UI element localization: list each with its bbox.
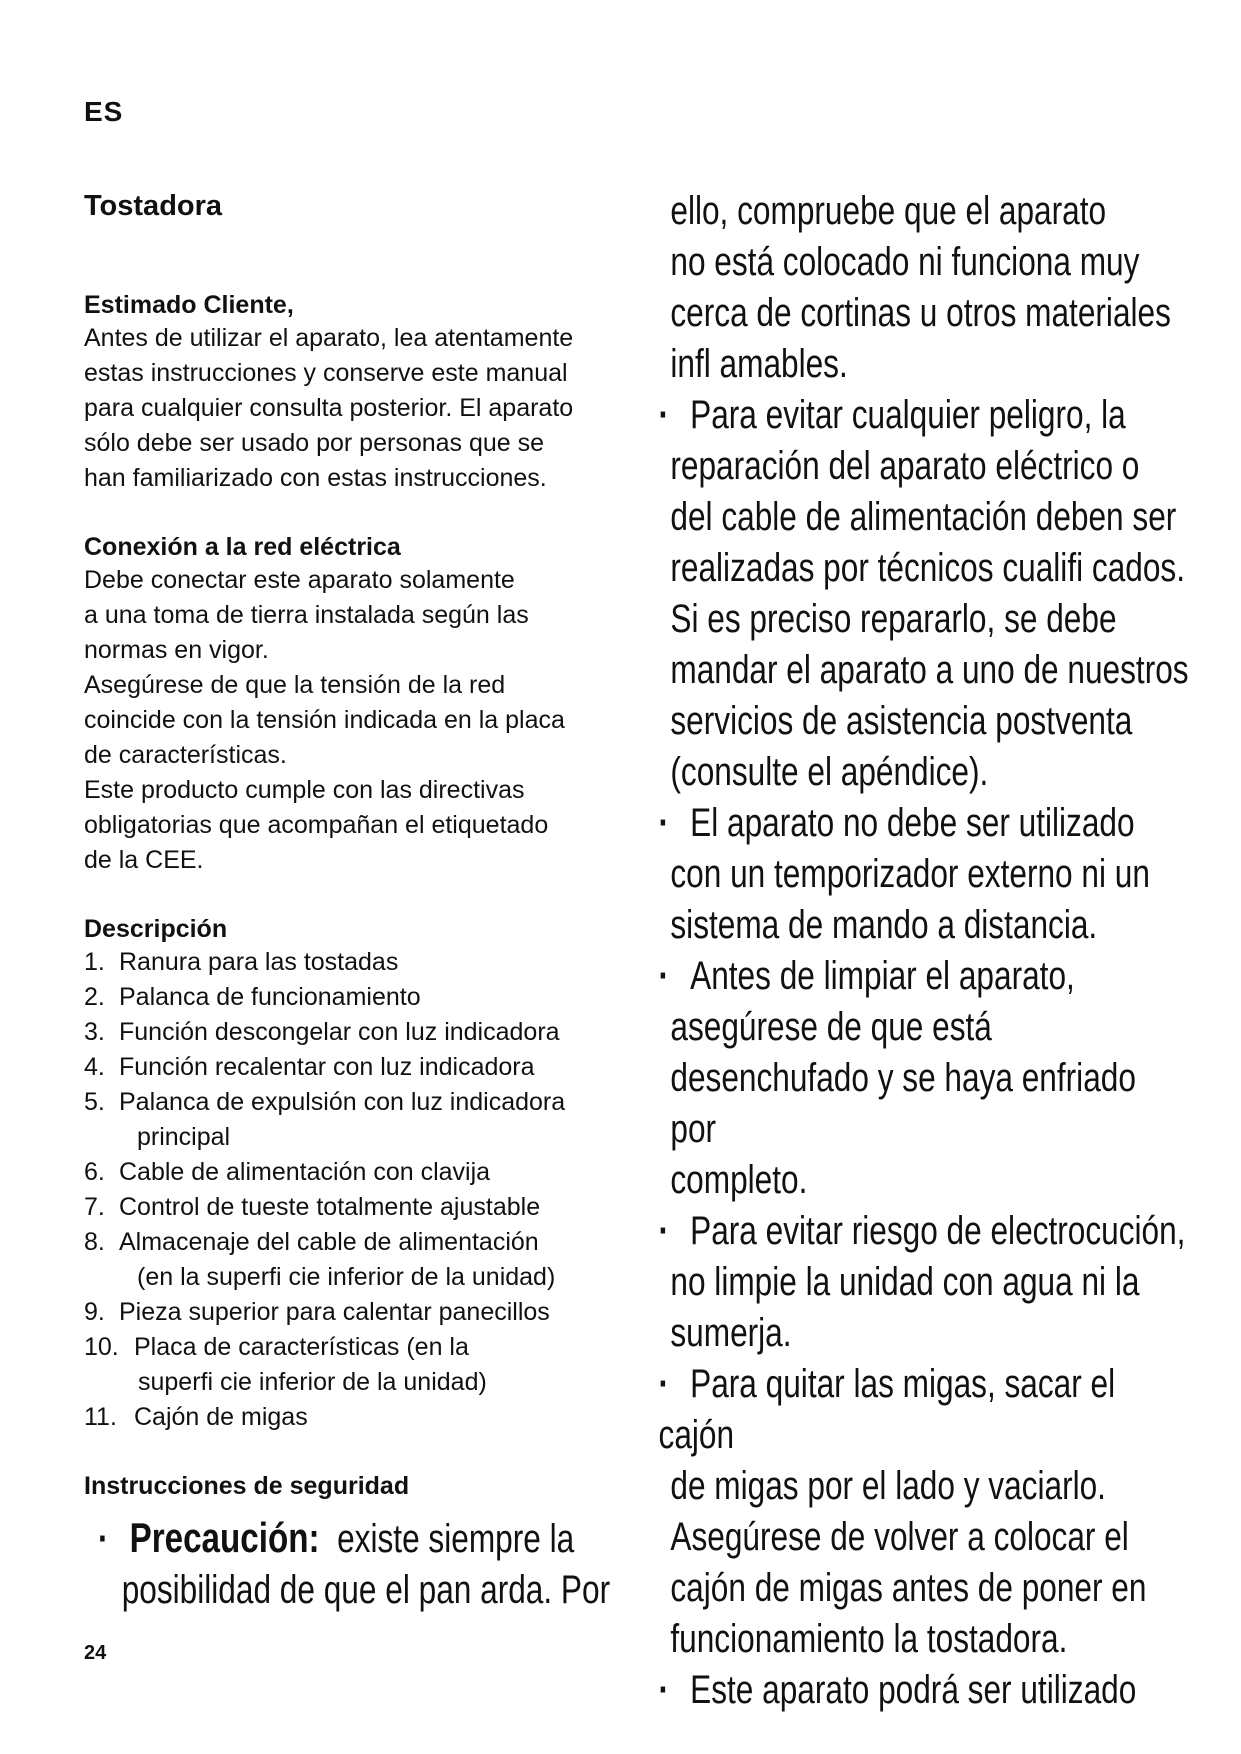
item-number: 10. bbox=[84, 1333, 119, 1361]
text-line: funcionamiento la tostadora. bbox=[670, 1617, 1068, 1661]
item-text: Ranura para las tostadas bbox=[119, 948, 399, 976]
connection-section bbox=[84, 531, 614, 878]
list-item bbox=[84, 1085, 614, 1155]
bullet-text: Este aparato podrá ser utilizado bbox=[690, 1668, 1137, 1712]
bullet-marker: · bbox=[658, 1362, 670, 1406]
connection-body bbox=[84, 563, 614, 878]
bullet-marker: · bbox=[658, 801, 670, 845]
item-text: Cable de alimentación con clavija bbox=[119, 1158, 491, 1186]
item-number: 7. bbox=[84, 1193, 105, 1221]
text-line: del cable de alimentación deben ser bbox=[670, 495, 1177, 539]
item-text-continued: (en la superfi cie inferior de la unidad) bbox=[137, 1263, 556, 1291]
item-number: 1. bbox=[84, 948, 105, 976]
text-line: con un temporizador externo ni un bbox=[670, 852, 1150, 896]
page-number: 24 bbox=[84, 1642, 107, 1664]
item-number: 5. bbox=[84, 1088, 105, 1116]
text-line: de características. bbox=[84, 741, 287, 769]
item-number: 3. bbox=[84, 1018, 105, 1046]
list-item bbox=[84, 1050, 614, 1085]
item-number: 4. bbox=[84, 1053, 105, 1081]
item-text: Cajón de migas bbox=[134, 1403, 308, 1431]
right-column bbox=[658, 186, 1189, 1716]
list-item bbox=[84, 1155, 614, 1190]
precaution-block bbox=[98, 1512, 619, 1616]
bullet-text: El aparato no debe ser utilizado bbox=[690, 801, 1135, 845]
list-item bbox=[84, 1015, 614, 1050]
connection-heading: Conexión a la red eléctrica bbox=[84, 533, 401, 561]
intro-body bbox=[84, 321, 614, 496]
text-line: mandar el aparato a uno de nuestros bbox=[670, 648, 1189, 692]
list-item bbox=[84, 945, 614, 980]
text-line: normas en vigor. bbox=[84, 636, 269, 664]
text-line: (consulte el apéndice). bbox=[670, 750, 989, 794]
bullet-text: Antes de limpiar el aparato, bbox=[690, 954, 1075, 998]
description-list bbox=[84, 945, 614, 1435]
text-line: no está colocado ni funciona muy bbox=[670, 240, 1140, 284]
text-line: infl amables. bbox=[670, 342, 848, 386]
item-number: 8. bbox=[84, 1228, 105, 1256]
page-title: Tostadora bbox=[84, 190, 223, 222]
text-line: para cualquier consulta posterior. El aparato bbox=[84, 394, 574, 422]
bullet-marker: · bbox=[658, 393, 670, 437]
bullet-marker: · bbox=[658, 1668, 670, 1712]
text-line: obligatorias que acompañan el etiquetado bbox=[84, 811, 549, 839]
text-line: asegúrese de que está bbox=[670, 1005, 992, 1049]
text-line: Antes de utilizar el aparato, lea atentamente bbox=[84, 324, 574, 352]
text-line: coincide con la tensión indicada en la placa bbox=[84, 706, 565, 734]
item-text: Almacenaje del cable de alimentación bbox=[119, 1228, 539, 1256]
list-item bbox=[84, 1295, 614, 1330]
bullet-line bbox=[659, 798, 1190, 849]
bullet-line bbox=[659, 1359, 1190, 1461]
description-heading: Descripción bbox=[84, 915, 228, 943]
text-line: ello, compruebe que el aparato bbox=[670, 189, 1107, 233]
bullet-line bbox=[98, 1512, 619, 1565]
item-text: Función descongelar con luz indicadora bbox=[119, 1018, 560, 1046]
bullet-line bbox=[659, 1665, 1190, 1716]
list-item bbox=[84, 1330, 614, 1400]
bullet-marker: · bbox=[98, 1517, 109, 1561]
precaution-text: existe siempre la bbox=[337, 1517, 575, 1561]
list-item bbox=[84, 1190, 614, 1225]
bullet-marker: · bbox=[658, 954, 670, 998]
item-text: Palanca de expulsión con luz indicadora bbox=[119, 1088, 566, 1116]
text-line: de la CEE. bbox=[84, 846, 204, 874]
text-line: sólo debe ser usado por personas que se bbox=[84, 429, 545, 457]
text-line: no limpie la unidad con agua ni la bbox=[670, 1260, 1140, 1304]
item-text: Palanca de funcionamiento bbox=[119, 983, 421, 1011]
text-line: Asegúrese de volver a colocar el bbox=[670, 1515, 1129, 1559]
item-text: Función recalentar con luz indicadora bbox=[119, 1053, 535, 1081]
description-section bbox=[84, 913, 614, 1435]
language-code: ES bbox=[84, 96, 124, 127]
item-number: 6. bbox=[84, 1158, 105, 1186]
bullet-marker: · bbox=[658, 1209, 670, 1253]
text-line: estas instrucciones y conserve este manual bbox=[84, 359, 568, 387]
bullet-line bbox=[659, 1206, 1190, 1257]
text-line: reparación del aparato eléctrico o bbox=[670, 444, 1140, 488]
item-number: 2. bbox=[84, 983, 105, 1011]
text-line: Este producto cumple con las directivas bbox=[84, 776, 525, 804]
text-line: Debe conectar este aparato solamente bbox=[84, 566, 515, 594]
left-column bbox=[84, 190, 614, 1616]
text-line: cajón de migas antes de poner en bbox=[670, 1566, 1147, 1610]
intro-heading: Estimado Cliente, bbox=[84, 291, 294, 319]
item-text: Pieza superior para calentar panecillos bbox=[119, 1298, 550, 1326]
text-line: a una toma de tierra instalada según las bbox=[84, 601, 529, 629]
item-text: Control de tueste totalmente ajustable bbox=[119, 1193, 541, 1221]
list-item bbox=[84, 1225, 614, 1295]
item-text-continued: principal bbox=[137, 1123, 231, 1151]
bullet-text: Para evitar riesgo de electrocución, bbox=[690, 1209, 1186, 1253]
text-line: sistema de mando a distancia. bbox=[670, 903, 1098, 947]
list-item bbox=[84, 1400, 614, 1435]
bullet-text: Para quitar las migas, sacar el cajón bbox=[658, 1362, 1116, 1457]
text-line: sumerja. bbox=[670, 1311, 792, 1355]
text-line: servicios de asistencia postventa bbox=[670, 699, 1133, 743]
list-item bbox=[84, 980, 614, 1015]
text-line: posibilidad de que el pan arda. Por bbox=[121, 1568, 611, 1612]
text-line: Asegúrese de que la tensión de la red bbox=[84, 671, 506, 699]
item-number: 11. bbox=[84, 1403, 117, 1431]
text-line: de migas por el lado y vaciarlo. bbox=[670, 1464, 1106, 1508]
safety-heading: Instrucciones de seguridad bbox=[84, 1472, 410, 1500]
precaution-label: Precaución: bbox=[129, 1514, 320, 1561]
text-line: completo. bbox=[670, 1158, 808, 1202]
text-line: realizadas por técnicos cualifi cados. bbox=[670, 546, 1186, 590]
text-line: han familiarizado con estas instrucciones. bbox=[84, 464, 547, 492]
item-number: 9. bbox=[84, 1298, 105, 1326]
bullet-line bbox=[659, 951, 1190, 1002]
item-text-continued: superfi cie inferior de la unidad) bbox=[138, 1368, 487, 1396]
safety-section-start bbox=[84, 1470, 614, 1616]
bullet-line bbox=[659, 390, 1190, 441]
text-line: cerca de cortinas u otros materiales bbox=[670, 291, 1171, 335]
intro-section bbox=[84, 289, 614, 496]
bullet-text: Para evitar cualquier peligro, la bbox=[690, 393, 1126, 437]
item-text: Placa de características (en la bbox=[134, 1333, 469, 1361]
text-line: desenchufado y se haya enfriado por bbox=[670, 1056, 1136, 1151]
text-line: Si es preciso repararlo, se debe bbox=[670, 597, 1117, 641]
